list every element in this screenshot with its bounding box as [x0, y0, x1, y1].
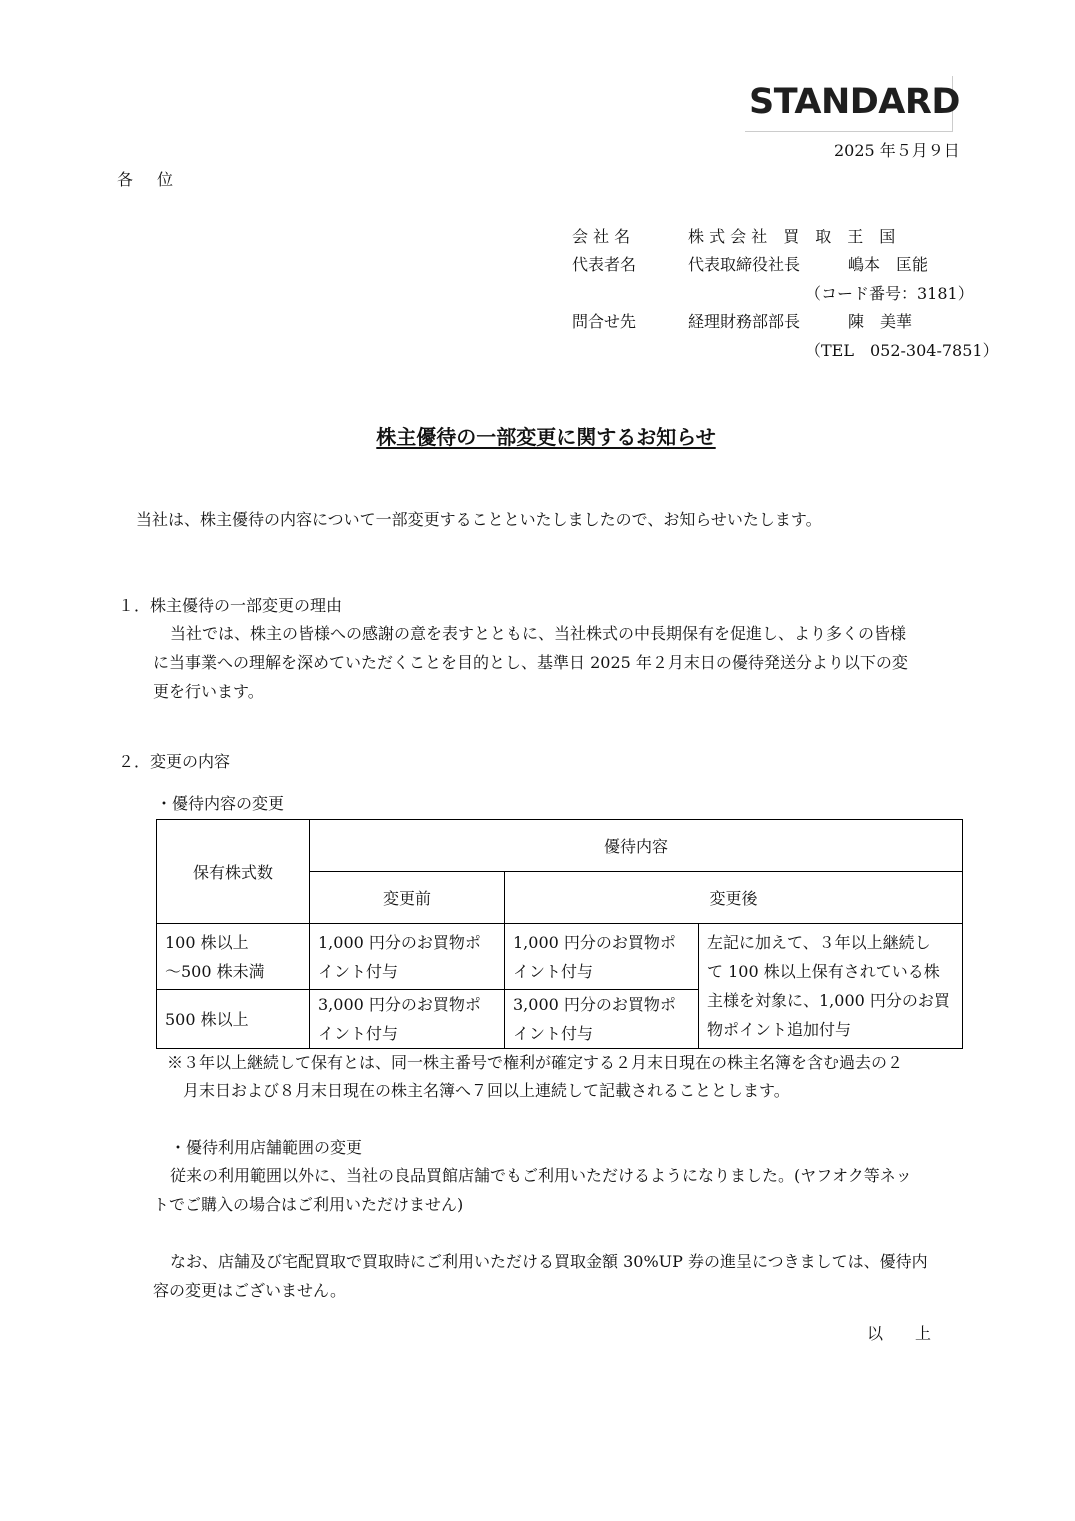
store-range-line-1: 従来の利用範囲以外に、当社の良品買館店舗でもご利用いただけるようになりました。(ヤフオク等ネッ	[170, 1166, 912, 1185]
contact-value: 経理財務部部長 陳 美華	[688, 312, 913, 331]
benefit-change-subheading: ・優待内容の変更	[156, 794, 285, 813]
before-line: 3,000 円分のお買物ポ	[318, 995, 481, 1014]
section2-heading: ２．変更の内容	[118, 752, 231, 771]
contact-phone: （TEL 052-304-7851）	[805, 341, 999, 360]
after-cell	[505, 990, 699, 1049]
section1-line-3: 更を行います。	[153, 682, 264, 701]
addressee: 各 位	[117, 170, 178, 189]
after-line: イント付与	[513, 961, 594, 981]
header-benefit: 優待内容	[310, 820, 963, 872]
representative-label: 代表者名	[572, 255, 637, 274]
holdings-cell	[157, 990, 310, 1049]
section1-line-2: に当事業への理解を深めていただくことを目的とし、基準日 2025 年２月末日の優待発送分より以下の変	[153, 653, 908, 672]
after-cell	[505, 924, 699, 990]
footnote-line-1: ※３年以上継続して保有とは、同一株主番号で権利が確定する２月末日現在の株主名簿を含む過去の２	[167, 1053, 904, 1072]
before-cell	[310, 924, 505, 990]
store-range-line-2: トでご購入の場合はご利用いただけません)	[153, 1195, 464, 1214]
coupon-line-1: なお、店舗及び宅配買取で買取時にご利用いただける買取金額 30%UP 券の進呈につきましては、優待内	[170, 1252, 928, 1271]
after-line: イント付与	[513, 1024, 594, 1043]
company-logo	[745, 76, 960, 132]
table-header-row	[157, 820, 963, 872]
stock-code: （コード番号：3181）	[805, 284, 974, 303]
after-line: 1,000 円分のお買物ポ	[513, 932, 676, 952]
footnote-line-2: 月末日および８月末日現在の株主名簿へ７回以上連続して記載されることとします。	[183, 1081, 790, 1100]
logo-text: STANDARD	[749, 82, 960, 122]
table-row	[157, 924, 963, 990]
store-range-subheading: ・優待利用店舗範囲の変更	[170, 1138, 363, 1157]
section1-heading: １．株主優待の一部変更の理由	[118, 596, 343, 615]
company-name-label: 会 社 名	[572, 227, 631, 246]
after-additional-line: 物ポイント追加付与	[707, 1020, 852, 1039]
benefit-table	[156, 819, 963, 1049]
contact-label: 問合せ先	[572, 312, 637, 331]
header-holdings: 保有株式数	[157, 820, 310, 924]
after-line: 3,000 円分のお買物ポ	[513, 995, 676, 1014]
header-after: 変更後	[505, 872, 963, 924]
document-title-text: 株主優待の一部変更に関するお知らせ	[376, 425, 716, 449]
holdings-line: 500 株以上	[165, 1009, 249, 1029]
after-additional-line: 主様を対象に、1,000 円分のお買	[707, 991, 950, 1010]
company-name-value: 株 式 会 社 買 取 王 国	[688, 227, 896, 246]
after-additional-line: 左記に加えて、３年以上継続し	[707, 933, 931, 952]
before-cell	[310, 990, 505, 1049]
holdings-line: 100 株以上	[165, 932, 249, 952]
intro-paragraph: 当社は、株主優待の内容について一部変更することといたしましたので、お知らせいたします。	[136, 510, 822, 529]
closing-mark: 以 上	[867, 1324, 932, 1343]
before-line: 1,000 円分のお買物ポ	[318, 932, 481, 952]
coupon-line-2: 容の変更はございません。	[153, 1281, 346, 1300]
holdings-cell	[157, 924, 310, 990]
representative-value: 代表取締役社長 嶋本 匡能	[688, 255, 929, 274]
before-line: イント付与	[318, 1024, 399, 1043]
header-before: 変更前	[310, 872, 505, 924]
document-title	[0, 421, 1075, 450]
document-date: 2025 年５月９日	[834, 141, 960, 160]
section1-line-1: 当社では、株主の皆様への感謝の意を表すとともに、当社株式の中長期保有を促進し、より多くの皆様	[170, 624, 907, 643]
before-line: イント付与	[318, 961, 399, 981]
after-additional-cell	[699, 924, 963, 1049]
after-additional-line: て 100 株以上保有されている株	[707, 962, 940, 981]
holdings-line: ～500 株未満	[165, 961, 265, 981]
